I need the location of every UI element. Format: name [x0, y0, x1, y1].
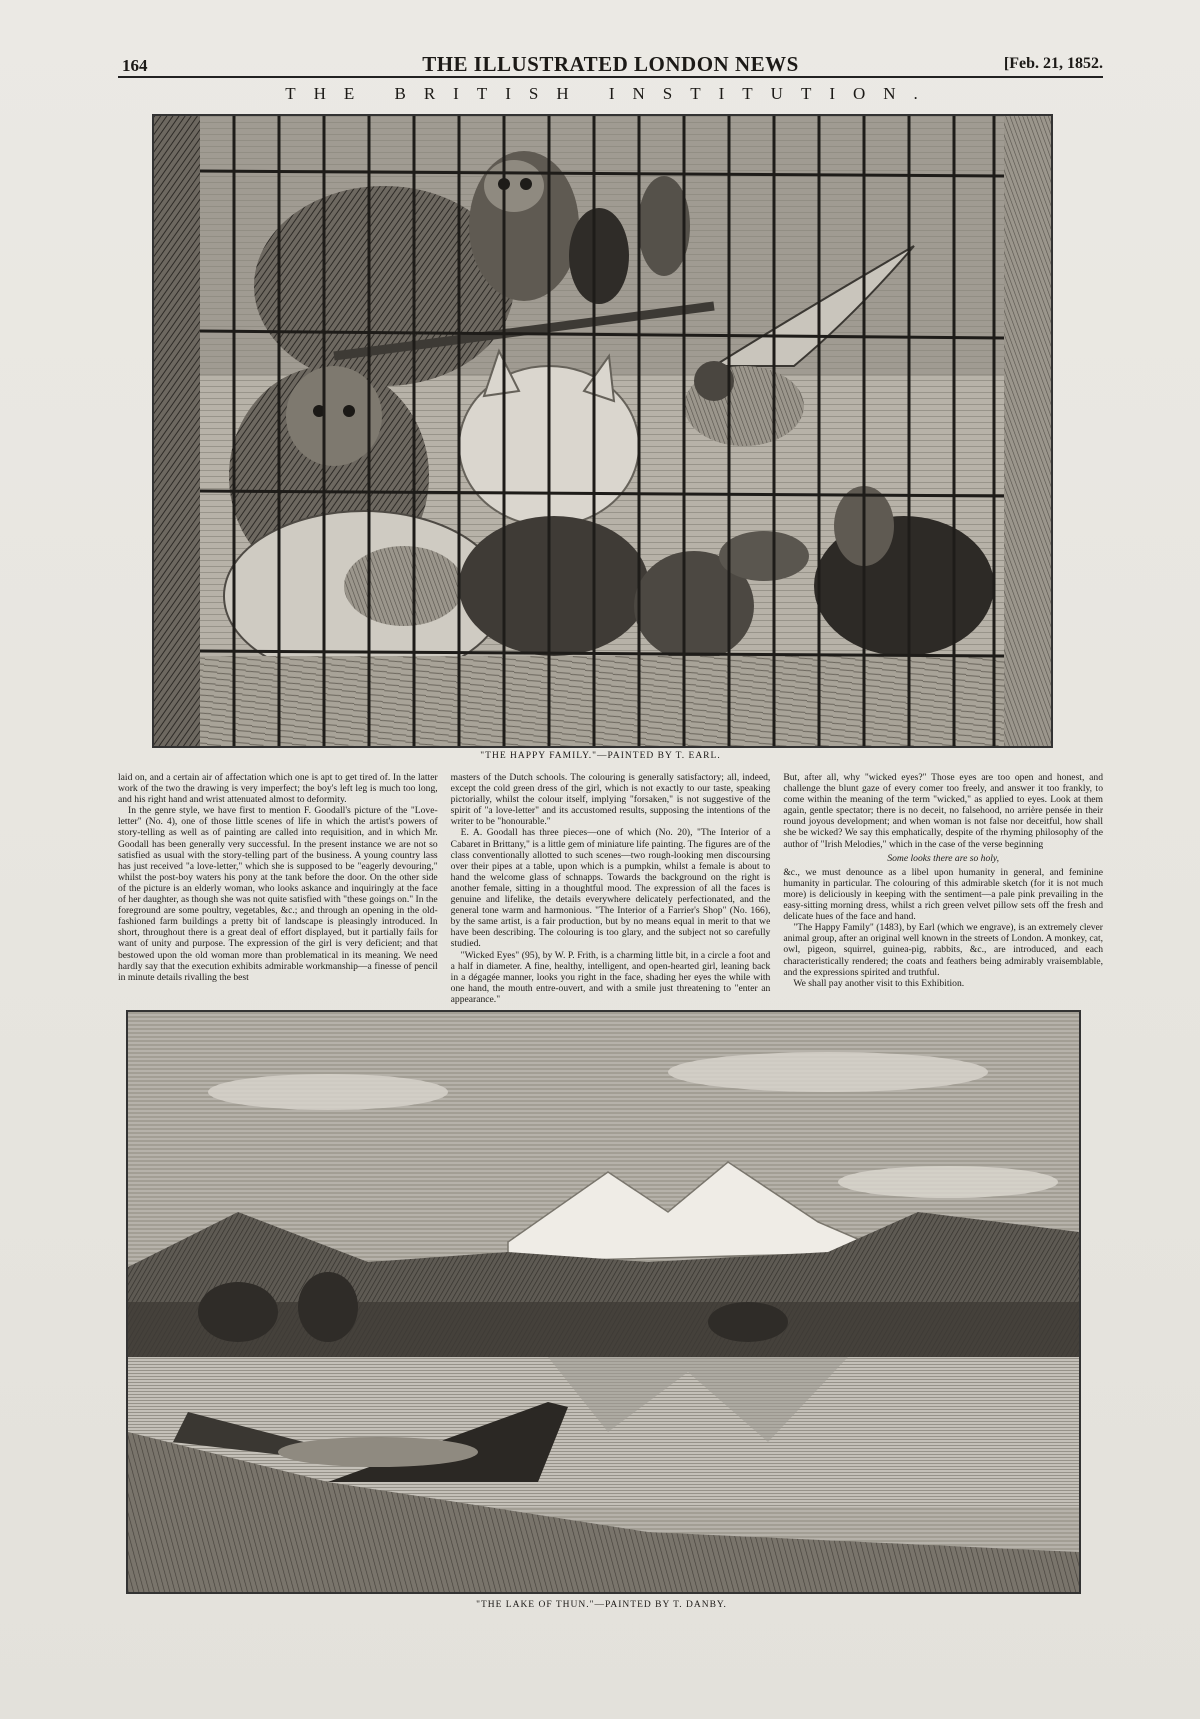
paragraph: "The Happy Family" (1483), by Earl (which we engrave), is an extremely clever animal group, after an original well known in the streets of London. A monkey, cat, owl, pigeon, squirrel, guinea-pig, rabbits, &c., are introduced, and each characteristically rendered; the coats and feathers being admirably vraisemblable, and the expressions spirited and truthful. — [783, 922, 1104, 978]
top-figure-caption: "THE HAPPY FAMILY."—PAINTED BY T. EARL. — [480, 751, 721, 761]
paragraph: But, after all, why "wicked eyes?" Those eyes are too open and honest, and challenge the blunt gaze of every comer too freely, and answer it too frankly, to come within the meaning of the term "wicked," as applied to eyes. Look at them again, gentle spectator; there is no deceit, no falsehood, no arrière pensée in their round joyous development; and when woman is not false nor deceitful, how shall she be wicked? We say this emphatically, despite of the rhyming philosophy of the author of "Irish Melodies," which in the case of the verse beginning — [783, 772, 1104, 850]
paragraph: We shall pay another visit to this Exhibition. — [793, 977, 965, 989]
newspaper-title: THE ILLUSTRATED LONDON NEWS — [422, 52, 799, 76]
paragraph: In the genre style, we have first to mention F. Goodall's picture of the "Love-letter" (No. 4), one of those little scenes of life in which the artist's powers of story-telling as well as of painting are called into requisition, and in which Mr. Goodall has been generally very successful. In the present instance we are not so satisfied as usual with the story-telling part of the business. A young country lass has just received "a love-letter," which she is supposed to be "eagerly devouring," whilst the post-boy waters his pony at the tank before the door. On the other side of the picture is an elderly woman, who looks askance and inquiringly at the face of her daughter, as though she was not quite satisfied with "these goings on." In the foreground are some poultry, vegetables, &c.; and through an opening in the old-fashioned farm buildings a pretty bit of landscape is pleasingly introduced. In short, throughout there is a great deal of effort displayed, but it partially fails for want of unity and purpose. The expression of the girl is very deficient; and that bestowed upon the old woman more than problematical in its meaning. We need hardly say that the execution exhibits admirable workmanship—a finesse of pencil in minute details rivalling the best — [118, 805, 438, 983]
issue-date: [Feb. 21, 1852. — [1003, 55, 1103, 72]
masthead — [118, 52, 1103, 78]
article-column-1 — [118, 772, 438, 998]
article-column-3 — [783, 772, 1103, 998]
article-body — [118, 772, 1104, 1005]
bottom-figure-caption: "THE LAKE OF THUN."—PAINTED BY T. DANBY. — [476, 1600, 727, 1610]
paragraph: &c., we must denounce as a libel upon humanity in general, and feminine humanity in particular. The colouring of this admirable sketch (for it is not much more) is deliciously in keeping with the sentiment—a pale pink prevailing in the easy-sitting morning dress, whilst a rich green velvet pillow sets off the fresh and delicate hues of the face and hand. — [783, 866, 1104, 923]
section-title: THE BRITISH INSTITUTION. — [285, 84, 936, 103]
verse-quote: Some looks there are so holy, — [887, 852, 1000, 864]
page-number: 164 — [122, 56, 148, 75]
happy-family-engraving — [152, 114, 1053, 748]
lake-of-thun-engraving — [126, 1010, 1081, 1594]
article-column-2 — [450, 772, 771, 1005]
paragraph: masters of the Dutch schools. The colouring is generally satisfactory; all, indeed, except the cold green dress of the girl, which is not exactly to our taste, speaking pictorially, whilst the colour itself, implying "forsaken," is not suggestive of the spirit of "a love-letter" and its accustomed results, supposing the intentions of the writer to be "honourable." — [450, 772, 771, 828]
paragraph: "Wicked Eyes" (95), by W. P. Frith, is a charming little bit, in a circle a foot and a half in diameter. A fine, healthy, intelligent, and open-hearted girl, leaning back in a dégagée manner, looks you right in the face, shading her eyes the while with one hand, the mouth entre-ouvert, and with a smile just threatening to "enter an appearance." — [450, 949, 771, 1005]
paragraph: laid on, and a certain air of affectation which one is apt to get tired of. In the latter work of the two the drawing is very imperfect; the boy's left leg is much too long, and his right hand and wrist attenuated almost to deformity. — [118, 772, 438, 806]
paragraph: E. A. Goodall has three pieces—one of which (No. 20), "The Interior of a Cabaret in Brittany," is a little gem of miniature life painting. The figures are of the class conventionally allotted to such scenes—two rough-looking men discoursing over their pipes at a table, upon which is a pumpkin, whilst a female is about to hand the welcome glass of schnapps. Towards the background on the right is another female, sitting in a thoughtful mood. The expression of all the faces is genuine and lifelike, the details everywhere delicately perfectionated, and the general tone warm and harmonious. "The Interior of a Farrier's Shop" (No. 166), by the same artist, is a fair production, but by no means equal in merit to that we have been describing. The colouring is too glary, and the subject not so carefully studied. — [450, 827, 771, 950]
